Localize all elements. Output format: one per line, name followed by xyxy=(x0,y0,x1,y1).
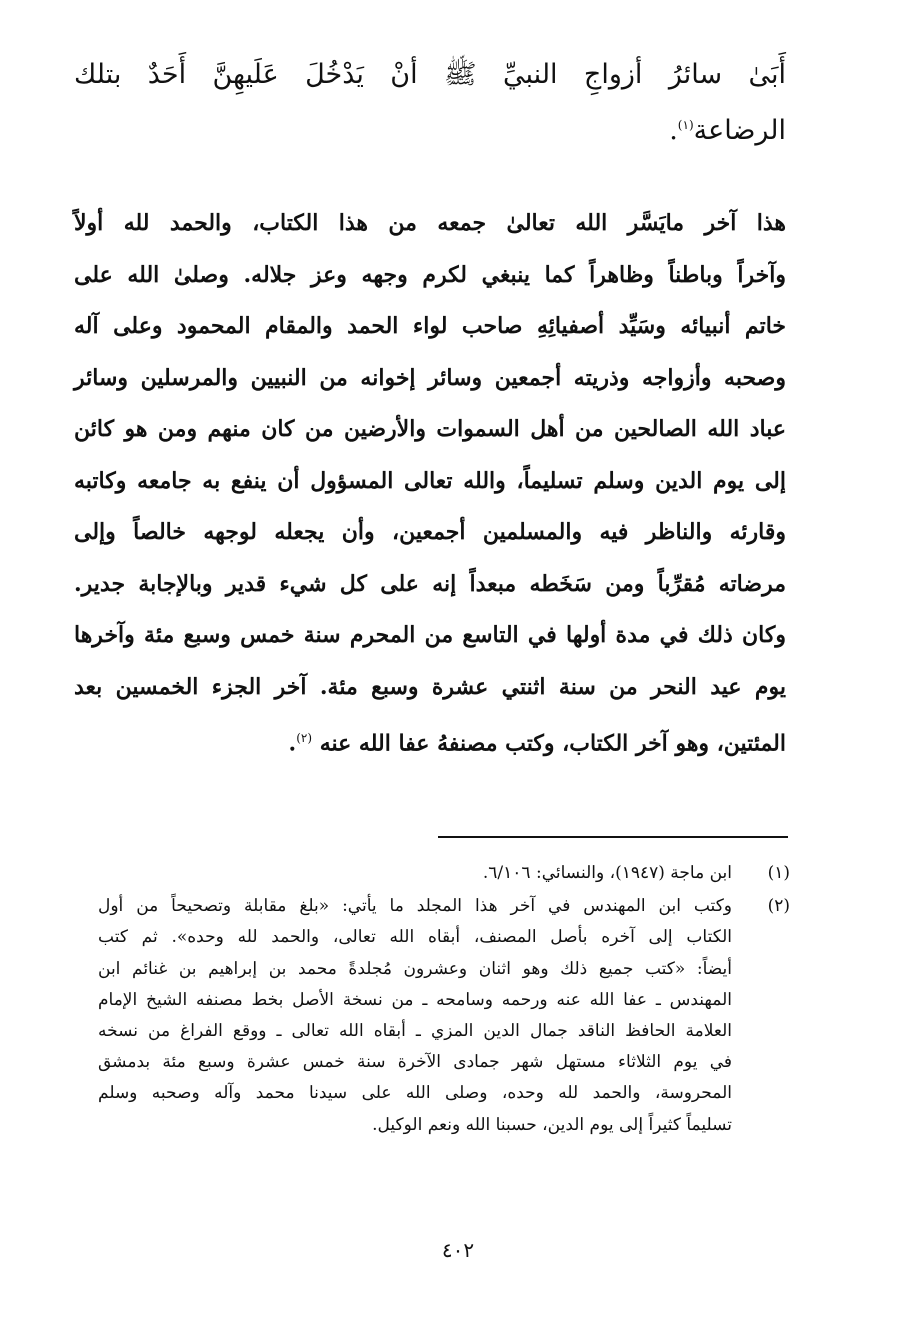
main-passage-line: هذا آخر مايَسَّر الله تعالىٰ جمعه من هذا الكتاب، والحمد لله أولاً xyxy=(74,210,786,236)
footnote-line: ابن ماجة (١٩٤٧)، والنسائي: ٦/١٠٦. xyxy=(482,863,732,883)
footnote-reference: (١) xyxy=(677,118,694,132)
top-passage-text: الرضاعة xyxy=(693,115,786,146)
footnote-divider xyxy=(438,836,788,838)
main-passage-line: وقارئه والناظر فيه والمسلمين أجمعين، وأن يجعله لوجهه خالصاً وإلى xyxy=(74,519,786,545)
footnote-marker: (٢) xyxy=(767,896,790,917)
footnote-line: العلامة الحافظ الناقد جمال الدين المزي ـ أبقاه الله تعالى ـ ووقع الفراغ من نسخه xyxy=(98,1021,732,1042)
main-passage-line: يوم عيد النحر من سنة اثنتي عشرة وسبع مئة. آخر الجزء الخمسين بعد xyxy=(74,673,786,700)
top-passage-line: الرضاعة$^{(١)}$. xyxy=(669,115,786,146)
main-passage-line: وآخراً وباطناً وظاهراً كما ينبغي لكرم وجهه وعز جلاله. وصلىٰ الله على xyxy=(74,261,786,288)
footnote-1 xyxy=(98,858,790,889)
footnote-line: الكتاب إلى آخره بأصل المصنف، أبقاه الله تعالى، والحمد لله وحده». ثم كتب xyxy=(98,927,732,948)
page-number: ٤٠٢ xyxy=(441,1238,475,1262)
main-passage-line: عباد الله الصالحين من أهل السموات والأرضين من كان منهم ومن هو كائن xyxy=(74,416,786,442)
footnote-line: في يوم الثلاثاء مستهل شهر جمادى الآخرة سنة خمس عشرة وسبع مئة بدمشق xyxy=(98,1052,732,1073)
main-passage-line: مرضاته مُقرِّباً ومن سَخَطه مبعداً إنه على كل شيء قدير وبالإجابة جدير. xyxy=(74,570,786,597)
main-passage-line: المئتين، وهو آخر الكتاب، وكتب مصنفهُ عفا الله عنه $^{(٢)}$. xyxy=(288,730,786,757)
main-passage xyxy=(74,198,786,770)
footnote-line: تسليماً كثيراً إلى يوم الدين، حسبنا الله ونعم الوكيل. xyxy=(372,1114,732,1135)
main-passage-line: وصحبه وأزواجه وذريته أجمعين وسائر إخوانه من النبيين والمرسلين وسائر xyxy=(74,364,786,391)
footnote-marker: (١) xyxy=(767,863,790,883)
main-passage-text: المئتين، وهو آخر الكتاب، وكتب مصنفهُ عفا الله عنه xyxy=(319,730,786,757)
footnote-2 xyxy=(98,891,790,1141)
footnote-text xyxy=(98,891,732,1141)
footnote-line: أيضاً: «كتب جميع ذلك وهو اثنان وعشرون مُجلدةً محمد بن إبراهيم بن غنائم ابن xyxy=(98,958,732,979)
footnote-reference: (٢) xyxy=(296,731,313,745)
top-passage-line: أَبَىٰ سائرُ أزواجِ النبيِّ ﷺ أنْ يَدْخُلَ عَلَيهِنَّ أَحَدٌ بتلك xyxy=(74,59,786,90)
footnote-line: المهندس ـ عفا الله عنه ورحمه وسامحه ـ من نسخة الأصل بخط مصنفه الشيخ الإمام xyxy=(98,989,732,1010)
main-passage-line: وكان ذلك في مدة أولها في التاسع من المحرم سنة خمس وسبع مئة وآخرها xyxy=(74,622,786,648)
footnote-line: المحروسة، والحمد لله وحده، وصلى الله على سيدنا محمد وآله وصحبه وسلم xyxy=(98,1083,732,1104)
main-passage-line: خاتم أنبيائه وسَيِّد أصفيائِهِ صاحب لواء الحمد والمقام المحمود وعلى آله xyxy=(74,313,786,339)
main-passage-line: إلى يوم الدين وسلم تسليماً، والله تعالى المسؤول أن ينفع به جامعه وكاتبه xyxy=(74,467,786,494)
top-passage xyxy=(74,50,786,156)
footnotes xyxy=(98,858,790,1143)
footnote-line: وكتب ابن المهندس في آخر هذا المجلد ما يأتي: «بلغ مقابلة وتصحيحاً من أول xyxy=(98,896,732,917)
footnote-text xyxy=(98,858,732,889)
